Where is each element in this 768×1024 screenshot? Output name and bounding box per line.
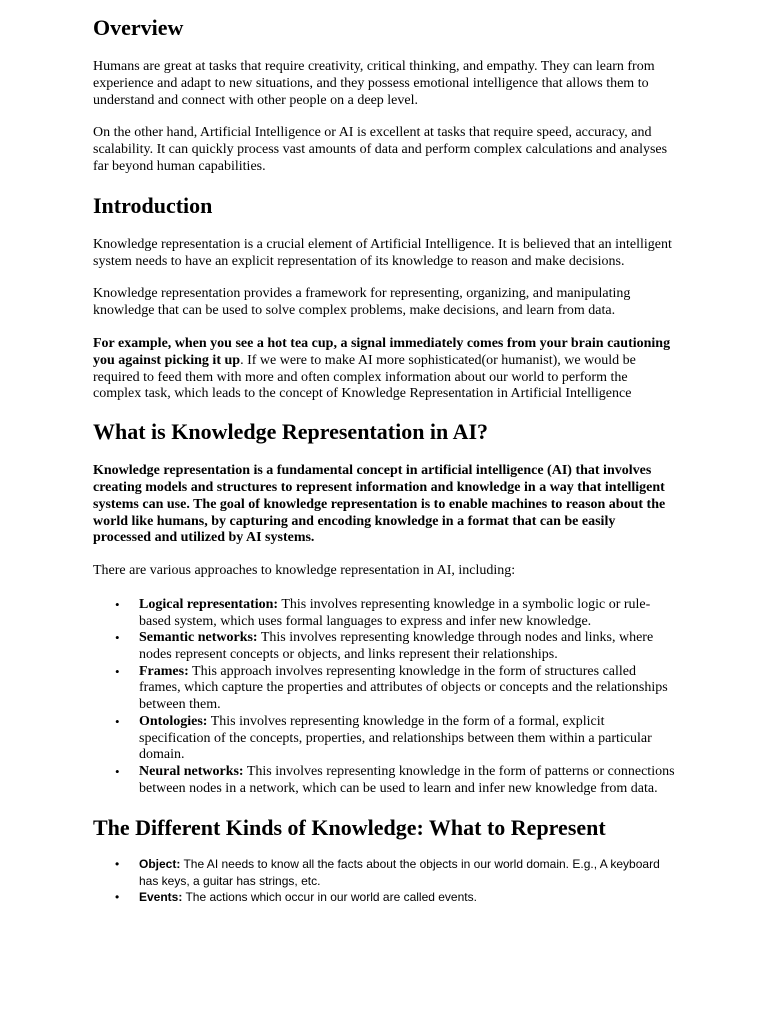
introduction-heading: Introduction [93,192,213,218]
overview-paragraph-1: Humans are great at tasks that require creativity, critical thinking, and empathy. They can learn from experience and adapt to new situations, and they possess emotional intelligence that allows them to understand and connect with other people on a deep level. [93,59,655,108]
list-item-object [93,856,675,889]
list-item-semantic [93,630,675,663]
what-is-definition [93,463,675,547]
item-term: Neural networks: [139,763,244,779]
overview-heading: Overview [93,15,184,40]
list-item-frames [93,664,675,714]
item-term: Logical representation: [139,596,279,612]
item-term: Events: [139,890,183,905]
item-text: The actions which occur in our world are called events. [182,890,477,905]
item-term: Ontologies: [139,713,208,729]
bullet-icon: • [115,890,120,905]
item-term: Object: [139,857,181,872]
document-content [93,14,675,906]
bullet-icon: • [115,763,120,779]
introduction-paragraph-3 [93,336,675,403]
bullet-icon: • [115,663,120,679]
list-item-ontologies [93,714,675,764]
approaches-list [93,597,675,797]
item-text: The AI needs to know all the facts about the objects in our world domain. E.g., A keyboard has keys, a guitar has strings, etc. [139,857,660,888]
example-rest-text: . If we were to make AI more sophisticated(or humanist), we would be required to feed them with more and often complex information about our world to perform the complex task, which leads to the concept of Knowledge Representation in Artificial Intelligence [93,352,636,402]
kinds-list [93,856,675,906]
list-item-neural [93,764,675,797]
list-item-logical [93,597,675,630]
item-text: This involves representing knowledge through nodes and links, where nodes represent concepts or objects, and links represent their relationships. [139,630,654,663]
bullet-icon: • [115,713,120,729]
bullet-icon: • [115,857,120,872]
item-text: This involves representing knowledge in a symbolic logic or rule-based system, which uses formal languages to express and infer new knowledge. [139,596,651,629]
introduction-paragraph-1: Knowledge representation is a crucial element of Artificial Intelligence. It is believed that an intelligent system needs to have an explicit representation of its knowledge to reason and make decisions. [93,236,672,269]
item-text: This involves representing knowledge in the form of patterns or connections between nodes in a network, which can be used to learn and infer new knowledge from data. [139,763,675,796]
example-bold-text: For example, when you see a hot tea cup, a signal immediately comes from your brain cautioning you against picking it up [93,335,671,368]
item-term: Frames: [139,663,189,679]
item-text: This involves representing knowledge in the form of a formal, explicit specification of the concepts, properties, and relationships between them within a particular domain. [139,713,652,763]
what-is-definition-bold: Knowledge representation is a fundamental concept in artificial intelligence (AI) that involves creating models and structures to represent information and knowledge in a way that intelligent systems can use. The goal of knowledge representation is to enable machines to reason about the world like humans, by capturing and encoding knowledge in a format that can be easily processed and utilized by AI systems. [93,463,666,546]
list-item-events [93,889,675,906]
bullet-icon: • [115,630,120,646]
introduction-paragraph-2: Knowledge representation provides a framework for representing, organizing, and manipulating knowledge that can be used to solve complex problems, make decisions, and learn from data. [93,286,631,319]
item-term: Semantic networks: [139,630,258,646]
bullet-icon: • [115,596,120,612]
approaches-intro: There are various approaches to knowledge representation in AI, including: [93,563,516,579]
item-text: This approach involves representing knowledge in the form of structures called frames, which capture the properties and attributes of objects or concepts and the relationships between them. [139,663,668,713]
what-is-heading: What is Knowledge Representation in AI? [93,419,489,445]
overview-paragraph-2: On the other hand, Artificial Intelligence or AI is excellent at tasks that require speed, accuracy, and scalability. It can quickly process vast amounts of data and perform complex calculations and analyses far beyond human capabilities. [93,125,668,174]
kinds-heading: The Different Kinds of Knowledge: What to Represent [93,815,606,841]
